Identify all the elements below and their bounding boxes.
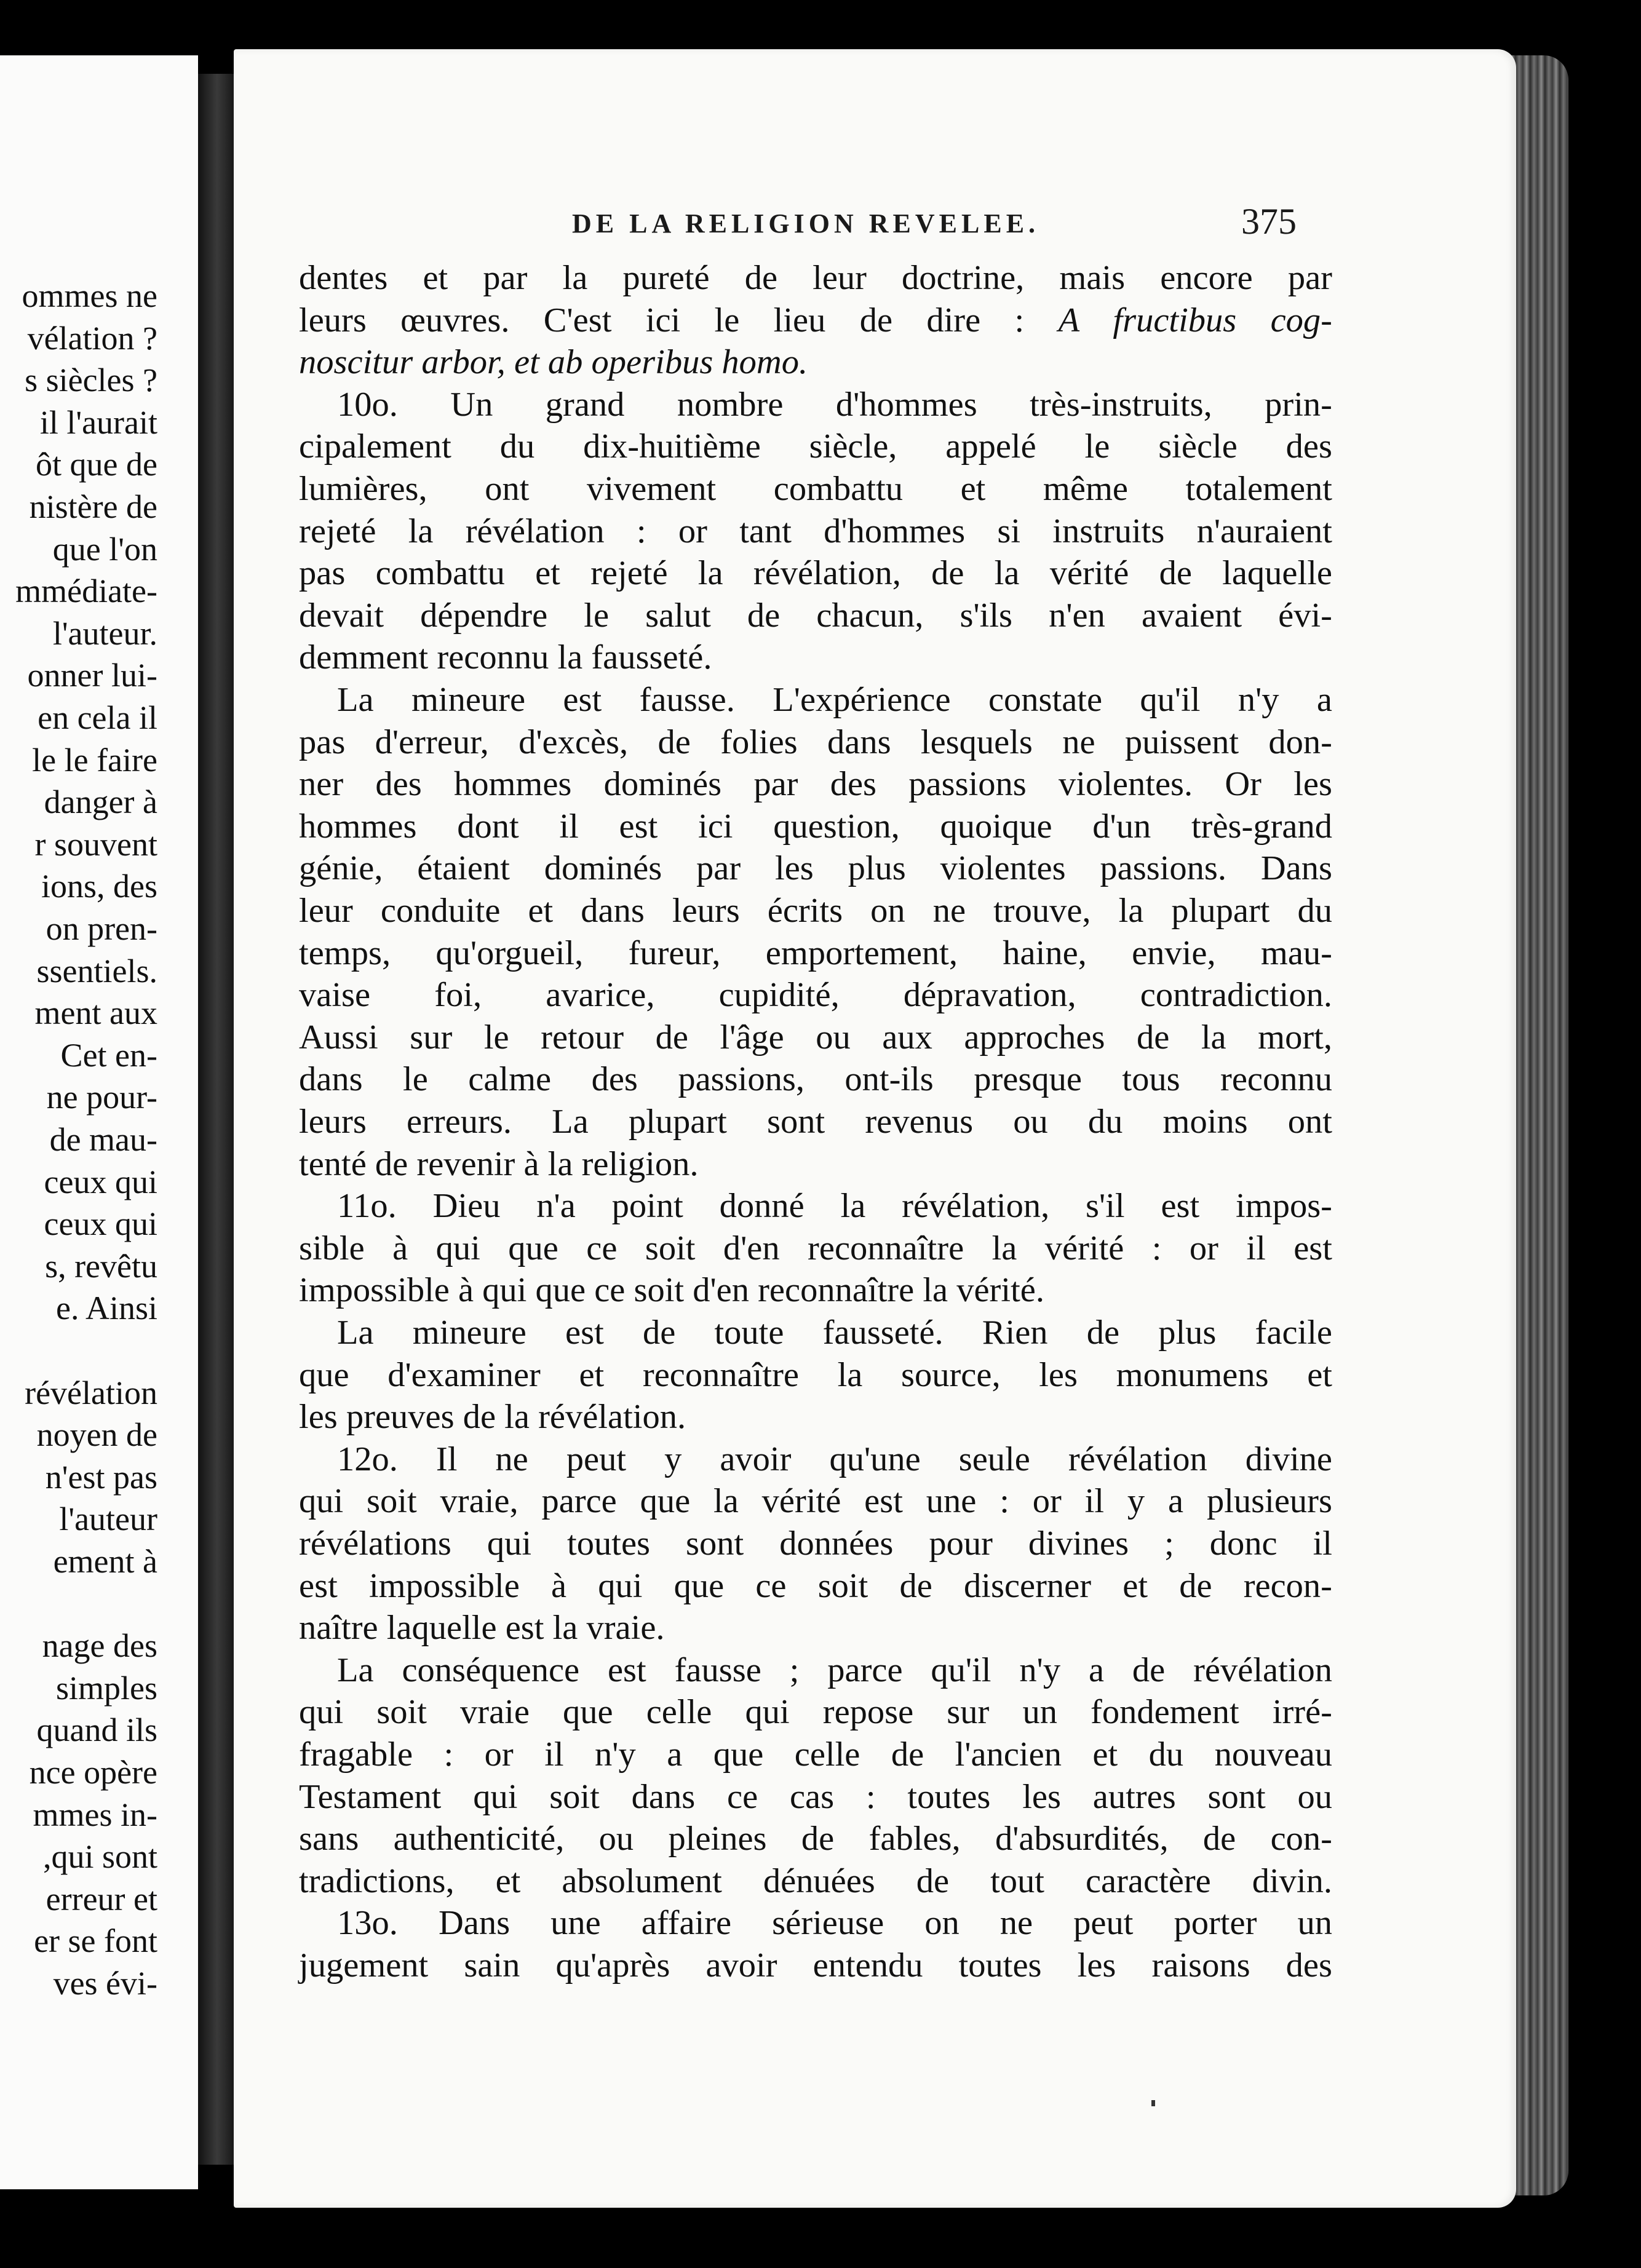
- text-line: Aussi sur le retour de l'âge ou aux approches de la mort,: [299, 1018, 1332, 1057]
- text-line: 12o. Il ne peut y avoir qu'une seule révélation divine: [337, 1440, 1332, 1478]
- left-page-line: l'auteur.: [52, 614, 157, 652]
- left-page-line: ne pour-: [46, 1079, 157, 1116]
- text-line: temps, qu'orgueil, fureur, emportement, haine, envie, mau-: [299, 934, 1332, 972]
- text-line: lumières, ont vivement combattu et même totalement: [299, 470, 1332, 508]
- text-line: pas d'erreur, d'excès, de folies dans lesquels ne puissent don-: [299, 723, 1332, 761]
- left-page-line: de mau-: [49, 1121, 157, 1158]
- running-header: DE LA RELIGION REVELEE.: [572, 208, 1040, 239]
- left-page-line: n'est pas: [45, 1458, 157, 1496]
- text-line: La mineure est de toute fausseté. Rien de plus facile: [337, 1314, 1332, 1352]
- left-page-line: ves évi-: [53, 1965, 157, 2002]
- left-page-line: que l'on: [52, 530, 157, 568]
- left-page-line: il l'aurait: [39, 403, 157, 441]
- left-page-line: nistère de: [29, 488, 157, 525]
- left-page-line: danger à: [44, 783, 157, 821]
- text-run: leurs œuvres. C'est ici le lieu de dire :: [299, 301, 1059, 339]
- text-line: jugement sain qu'après avoir entendu toutes les raisons des: [299, 1946, 1332, 1984]
- text-line: tenté de revenir à la religion.: [299, 1144, 699, 1183]
- book-gutter: [198, 74, 236, 2165]
- left-page-line: le le faire: [32, 741, 157, 779]
- left-page-line: r souvent: [34, 825, 157, 863]
- left-page-line: on pren-: [46, 910, 157, 947]
- text-line: les preuves de la révélation.: [299, 1398, 686, 1437]
- left-page-line: s, revêtu: [45, 1247, 157, 1285]
- left-page-line: mmédiate-: [15, 573, 157, 610]
- left-page-line: ment aux: [34, 994, 157, 1032]
- left-page-line: nage des: [42, 1627, 157, 1665]
- page-number: 375: [1241, 201, 1297, 242]
- left-page-line: vélation ?: [27, 319, 157, 357]
- text-line: naître laquelle est la vraie.: [299, 1609, 665, 1647]
- left-page-line: noyen de: [36, 1416, 157, 1454]
- text-line: devait dépendre le salut de chacun, s'ils n'en avaient évi-: [299, 596, 1332, 635]
- italic-quote: A fructibus cog-: [1058, 301, 1332, 339]
- text-line: sible à qui que ce soit d'en reconnaître la vérité : or il est: [299, 1229, 1332, 1267]
- left-page-line: onner lui-: [27, 657, 157, 694]
- text-line: tradictions, et absolument dénuées de tout caractère divin.: [299, 1862, 1332, 1900]
- left-page: [0, 55, 198, 2189]
- text-line: 13o. Dans une affaire sérieuse on ne peut porter un: [337, 1904, 1332, 1943]
- left-page-line: s siècles ?: [25, 362, 157, 399]
- left-page-line: ions, des: [41, 868, 157, 905]
- text-line: dentes et par la pureté de leur doctrine, mais encore par: [299, 259, 1332, 297]
- text-line: sans authenticité, ou pleines de fables, d'absurdités, de con-: [299, 1820, 1332, 1858]
- left-page-line: révélation: [25, 1374, 157, 1411]
- text-line: génie, étaient dominés par les plus violentes passions. Dans: [299, 849, 1332, 888]
- left-page-line: ,qui sont: [42, 1838, 157, 1876]
- text-line: impossible à qui que ce soit d'en reconnaître la vérité.: [299, 1271, 1044, 1310]
- left-page-line: l'auteur: [59, 1501, 157, 1538]
- left-page-line: er se font: [34, 1922, 157, 1960]
- left-page-line: mmes in-: [33, 1796, 157, 1833]
- ink-speck: [1151, 2100, 1155, 2106]
- text-line: ner des hommes dominés par des passions violentes. Or les: [299, 765, 1332, 804]
- text-line: leurs erreurs. La plupart sont revenus ou du moins ont: [299, 1103, 1332, 1141]
- left-page-line: ceux qui: [44, 1163, 157, 1200]
- left-page-line: nce opère: [29, 1754, 157, 1791]
- left-page-line: ssentiels.: [36, 952, 157, 989]
- text-line: [299, 301, 1332, 343]
- text-line: qui soit vraie que celle qui repose sur un fondement irré-: [299, 1693, 1332, 1732]
- left-page-line: ommes ne: [22, 277, 157, 314]
- left-page-line: simples: [55, 1669, 157, 1707]
- text-line: qui soit vraie, parce que la vérité est une : or il y a plusieurs: [299, 1482, 1332, 1521]
- text-line: noscitur arbor, et ab operibus homo.: [299, 343, 808, 382]
- left-page-line: ôt que de: [36, 446, 157, 483]
- text-line: vaise foi, avarice, cupidité, dépravation, contradiction.: [299, 976, 1332, 1015]
- text-line: rejeté la révélation : or tant d'hommes si instruits n'auraient: [299, 512, 1332, 550]
- left-page-line: Cet en-: [60, 1036, 157, 1074]
- left-page-line: e. Ainsi: [55, 1290, 157, 1327]
- text-line: La conséquence est fausse ; parce qu'il n'y a de révélation: [337, 1651, 1332, 1689]
- left-page-line: quand ils: [36, 1711, 157, 1749]
- left-page-line: erreur et: [46, 1880, 157, 1917]
- text-line: dans le calme des passions, ont-ils presque tous reconnu: [299, 1060, 1332, 1099]
- text-line: demment reconnu la fausseté.: [299, 638, 712, 677]
- text-line: pas combattu et rejeté la révélation, de la vérité de laquelle: [299, 554, 1332, 593]
- text-line: 10o. Un grand nombre d'hommes très-instruits, prin-: [337, 385, 1332, 424]
- left-page-line: en cela il: [38, 699, 157, 736]
- text-line: est impossible à qui que ce soit de discerner et de recon-: [299, 1566, 1332, 1605]
- text-line: hommes dont il est ici question, quoique d'un très-grand: [299, 807, 1332, 846]
- left-page-line: ement à: [53, 1543, 157, 1580]
- text-line: que d'examiner et reconnaître la source, les monumens et: [299, 1355, 1332, 1394]
- text-line: 11o. Dieu n'a point donné la révélation, s'il est impos-: [337, 1187, 1332, 1226]
- text-line: La mineure est fausse. L'expérience constate qu'il n'y a: [337, 681, 1332, 719]
- text-line: leur conduite et dans leurs écrits on ne trouve, la plupart du: [299, 892, 1332, 930]
- text-line: Testament qui soit dans ce cas : toutes les autres sont ou: [299, 1777, 1332, 1816]
- left-page-line: ceux qui: [44, 1205, 157, 1243]
- text-line: révélations qui toutes sont données pour divines ; donc il: [299, 1525, 1332, 1563]
- text-line: fragable : or il n'y a que celle de l'ancien et du nouveau: [299, 1735, 1332, 1774]
- text-line: cipalement du dix-huitième siècle, appelé le siècle des: [299, 427, 1332, 466]
